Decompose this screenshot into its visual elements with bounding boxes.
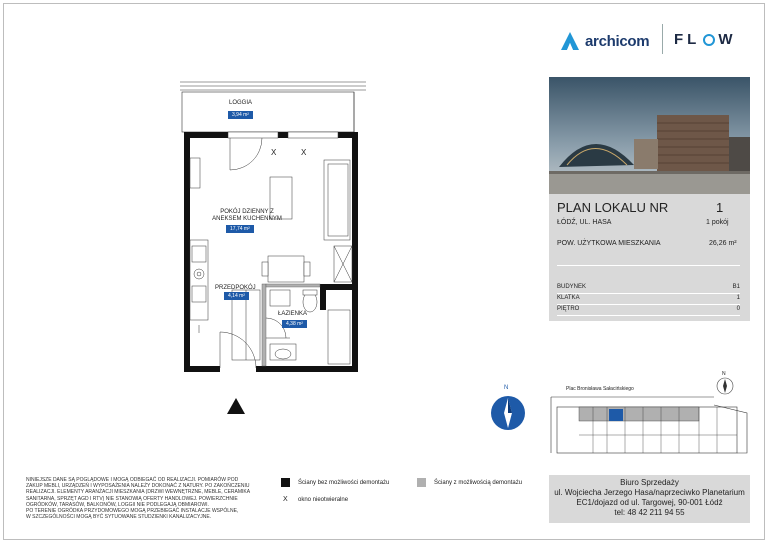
kitchen-counter (190, 240, 208, 333)
logo-divider (662, 24, 663, 54)
archicom-mark-icon (560, 31, 580, 51)
disclaimer-line: ZAKUP MEBLI, URZĄDZEŃ I WYPOSAŻENIA NALEŻY DOKONAĆ Z NATURY. PO ZAKOŃCZENIU (26, 483, 250, 490)
info-divider (557, 265, 740, 266)
legend-removable-text: Ściany z możliwością demontażu (434, 480, 523, 486)
sofa (324, 160, 350, 240)
legend-removable-swatch (417, 478, 426, 487)
legend-window-text: okno nieotwieralne (298, 497, 349, 503)
living-room-label-line1: POKÓJ DZIENNY Z (220, 209, 274, 215)
plan-title: PLAN LOKALU NR (557, 200, 669, 215)
archicom-wordmark: archicom (585, 32, 650, 50)
attr-label: PIĘTRO (557, 306, 580, 312)
compass-icon (490, 395, 526, 431)
disclaimer (26, 477, 258, 520)
flow-wordmark-suffix: W (718, 31, 737, 48)
attr-label: KLATKA (557, 295, 580, 301)
living-room-area-tag: 17,74 m² (226, 225, 254, 233)
loggia-railing (180, 82, 366, 132)
bathroom-label: ŁAZIENKA (278, 311, 308, 317)
attr-value: B1 (732, 284, 740, 290)
plan-address: ŁÓDŹ, UL. HASA (557, 219, 612, 226)
sales-office-phone[interactable]: tel: 48 42 211 94 55 (614, 508, 685, 517)
attr-value: 1 (736, 295, 740, 301)
flow-wordmark-prefix: FL (674, 31, 701, 48)
disclaimer-line: W SZCZEGÓLNOŚCI MOGĄ BYĆ SYTUOWANE STUDZIENKI KANALIZACYJNE. (26, 514, 212, 521)
legend-fixed-text: Ściany bez możliwości demontażu (298, 480, 390, 486)
site-plan-north-label: N (722, 371, 726, 377)
sales-office-address: ul. Wojciecha Jerzego Hasa/naprzeciwko Planetarium (554, 488, 745, 497)
dining-table (262, 256, 310, 282)
flow-o-icon (703, 34, 715, 46)
hall-area-tag: 4,14 m² (224, 292, 249, 300)
disclaimer-line: NINIEJSZE DANE SĄ POGLĄDOWE I MOGĄ ODBIEGAĆ OD REALIZACJI. POMIARÓW POD (26, 477, 239, 483)
balcony-door (230, 138, 262, 170)
storage-box (334, 246, 352, 282)
wardrobe-left (190, 158, 200, 188)
bathroom-area-tag: 4,38 m² (282, 320, 307, 328)
compass-north-label: N (504, 385, 509, 391)
legend-window-symbol: X (283, 496, 288, 503)
disclaimer-line: PO TERENIE OGRÓDKA PRZYDOMOWEGO MOGĄ PRZEBIEGAĆ INSTALACJE WSPÓLNE, (26, 508, 239, 515)
window-mark-2: X (301, 148, 307, 157)
disclaimer-line: OGRÓDKÓW, TARASÓW, BALKONÓW, LOGGII NIE PODLEGAJĄ OBMIAROWI. (26, 501, 209, 508)
sales-office-directions: EC1/dojazd od ul. Targowej, 90-001 Łódź (576, 498, 723, 507)
attr-value: 0 (736, 306, 740, 312)
entrance-arrow-icon (227, 398, 245, 414)
plan-number: 1 (716, 200, 724, 215)
usable-area-value: 26,26 m² (709, 240, 737, 247)
building-photo (549, 77, 750, 194)
disclaimer-line: REALIZACJI. ELEMENTY ARANŻACJI MIESZKANIA (DRZWI WEWNĘTRZNE, MEBLE, CERAMIKA (26, 489, 251, 496)
loggia-area-tag: 3,94 m² (228, 111, 253, 119)
attr-row-floor (557, 304, 740, 316)
window-mark-1: X (271, 148, 277, 157)
living-room-label-line2: ANEKSEM KUCHENNYM (212, 216, 282, 222)
hall-label: PRZEDPOKÓJ (215, 285, 256, 291)
sales-office-title: Biuro Sprzedaży (620, 478, 679, 487)
sales-office-box (549, 475, 750, 523)
attr-label: BUDYNEK (557, 284, 587, 290)
usable-area-label: POW. UŻYTKOWA MIESZKANIA (557, 240, 661, 247)
site-plan (549, 383, 750, 463)
floor-plan (170, 80, 370, 372)
legend-fixed-swatch (281, 478, 290, 487)
loggia-label: LOGGIA (229, 100, 253, 106)
flow-logo (674, 31, 737, 48)
hall-wardrobe (232, 290, 260, 360)
disclaimer-line: SANITARNA, SPRZĘT AGD I RTV) NIE STANOWIĄ OFERTY HANDLOWEJ. POWIERZCHNIE (26, 495, 238, 502)
plan-rooms: 1 pokój (706, 219, 729, 226)
archicom-logo (560, 30, 649, 52)
site-plan-street: Plac Bronisława Sałacińskiego (566, 386, 634, 392)
